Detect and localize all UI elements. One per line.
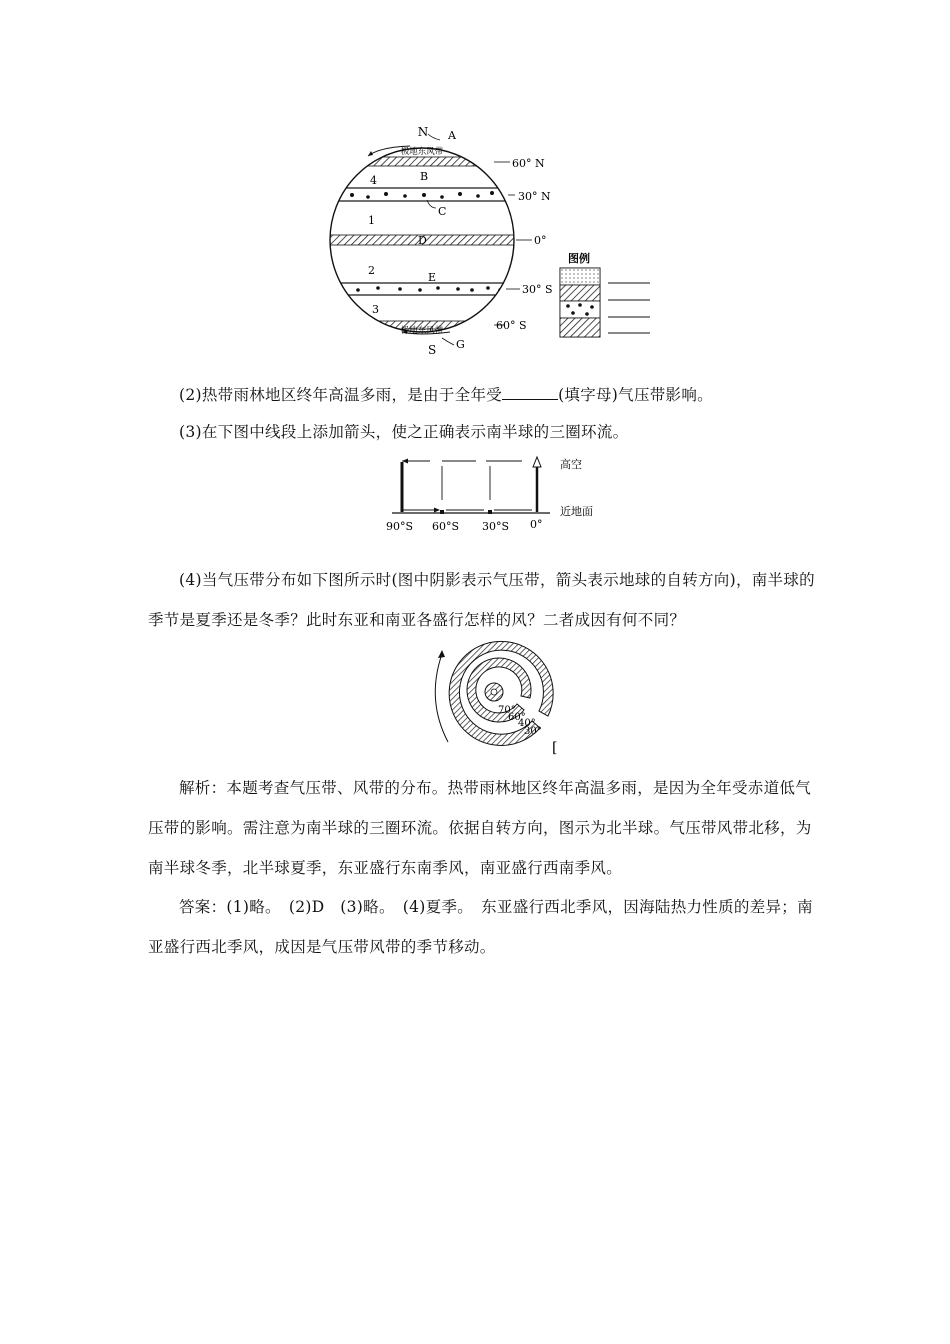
letter-c: C bbox=[438, 205, 447, 218]
analysis: 解析：本题考查气压带、风带的分布。热带雨林地区终年高温多雨，是因为全年受赤道低气压带的影响。需注意为南半球的三圈环流。依据自转方向，图示为北半球。气压带风带北移，为南半球冬季，北半球夏季，东亚盛行东南季风，南亚盛行西南季风。 bbox=[148, 779, 812, 877]
zone-number-4: 4 bbox=[370, 174, 377, 187]
zone-number-3: 3 bbox=[372, 303, 379, 316]
question-2 bbox=[148, 375, 816, 415]
three-cell-circulation-figure bbox=[380, 452, 610, 537]
label-high-altitude: 高空 bbox=[560, 458, 582, 471]
lat-label-60: 60° bbox=[508, 712, 526, 723]
x-label-60s: 60°S bbox=[432, 520, 460, 533]
pressure-belt-globe-figure bbox=[320, 120, 660, 365]
north-label: N bbox=[417, 125, 429, 139]
x-label-90s: 90°S bbox=[386, 520, 414, 533]
letter-b: B bbox=[420, 170, 429, 183]
letter-e: E bbox=[428, 271, 437, 284]
question-2-text-after: (填字母)气压带影响。 bbox=[558, 386, 713, 404]
belt-equator bbox=[320, 235, 540, 245]
lat-label-40: 40° bbox=[518, 718, 536, 729]
label-near-ground: 近地面 bbox=[560, 505, 593, 518]
question-4: (4)当气压带分布如下图所示时(图中阴影表示气压带，箭头表示地球的自转方向)，南半球的季节是夏季还是冬季？此时东亚和南亚各盛行怎样的风？二者成因有何不同？ bbox=[148, 571, 815, 629]
polar-east-wind-label-north: 极地东风带 bbox=[400, 147, 444, 157]
question-3: (3)在下图中线段上添加箭头，使之正确表示南半球的三圈环流。 bbox=[179, 423, 629, 441]
letter-g: G bbox=[456, 338, 465, 351]
x-label-0: 0° bbox=[530, 518, 543, 531]
south-label: S bbox=[428, 343, 437, 357]
question-2-text-before: (2)热带雨林地区终年高温多雨，是由于全年受 bbox=[179, 386, 503, 404]
lat-label-70: 70° bbox=[498, 705, 516, 716]
polar-east-wind-label-south: 极地东风带 bbox=[400, 326, 444, 336]
lat-label-60s: 60° S bbox=[496, 319, 527, 332]
lat-label-equator: 0° bbox=[534, 234, 547, 247]
zone-number-1: 1 bbox=[368, 214, 375, 227]
answer-blank[interactable] bbox=[502, 385, 558, 400]
polar-pressure-belt-figure bbox=[420, 640, 590, 755]
lat-label-60n: 60° N bbox=[512, 157, 545, 170]
legend-title: 图例 bbox=[568, 252, 590, 265]
zone-number-2: 2 bbox=[368, 264, 375, 277]
x-label-30s: 30°S bbox=[482, 520, 510, 533]
bracket-mark: [ bbox=[552, 740, 558, 755]
lat-label-30s: 30° S bbox=[522, 283, 553, 296]
lat-label-30: 30° bbox=[524, 726, 542, 737]
belt-60n bbox=[320, 157, 540, 166]
letter-d: D bbox=[418, 234, 427, 247]
answer: 答案：(1)略。 (2)D (3)略。 (4)夏季。 东亚盛行西北季风，因海陆热力性质的差异；南亚盛行西北季风，成因是气压带风带的季节移动。 bbox=[148, 898, 813, 956]
lat-label-30n: 30° N bbox=[518, 190, 551, 203]
legend-box bbox=[560, 268, 600, 337]
letter-a: A bbox=[448, 129, 456, 142]
